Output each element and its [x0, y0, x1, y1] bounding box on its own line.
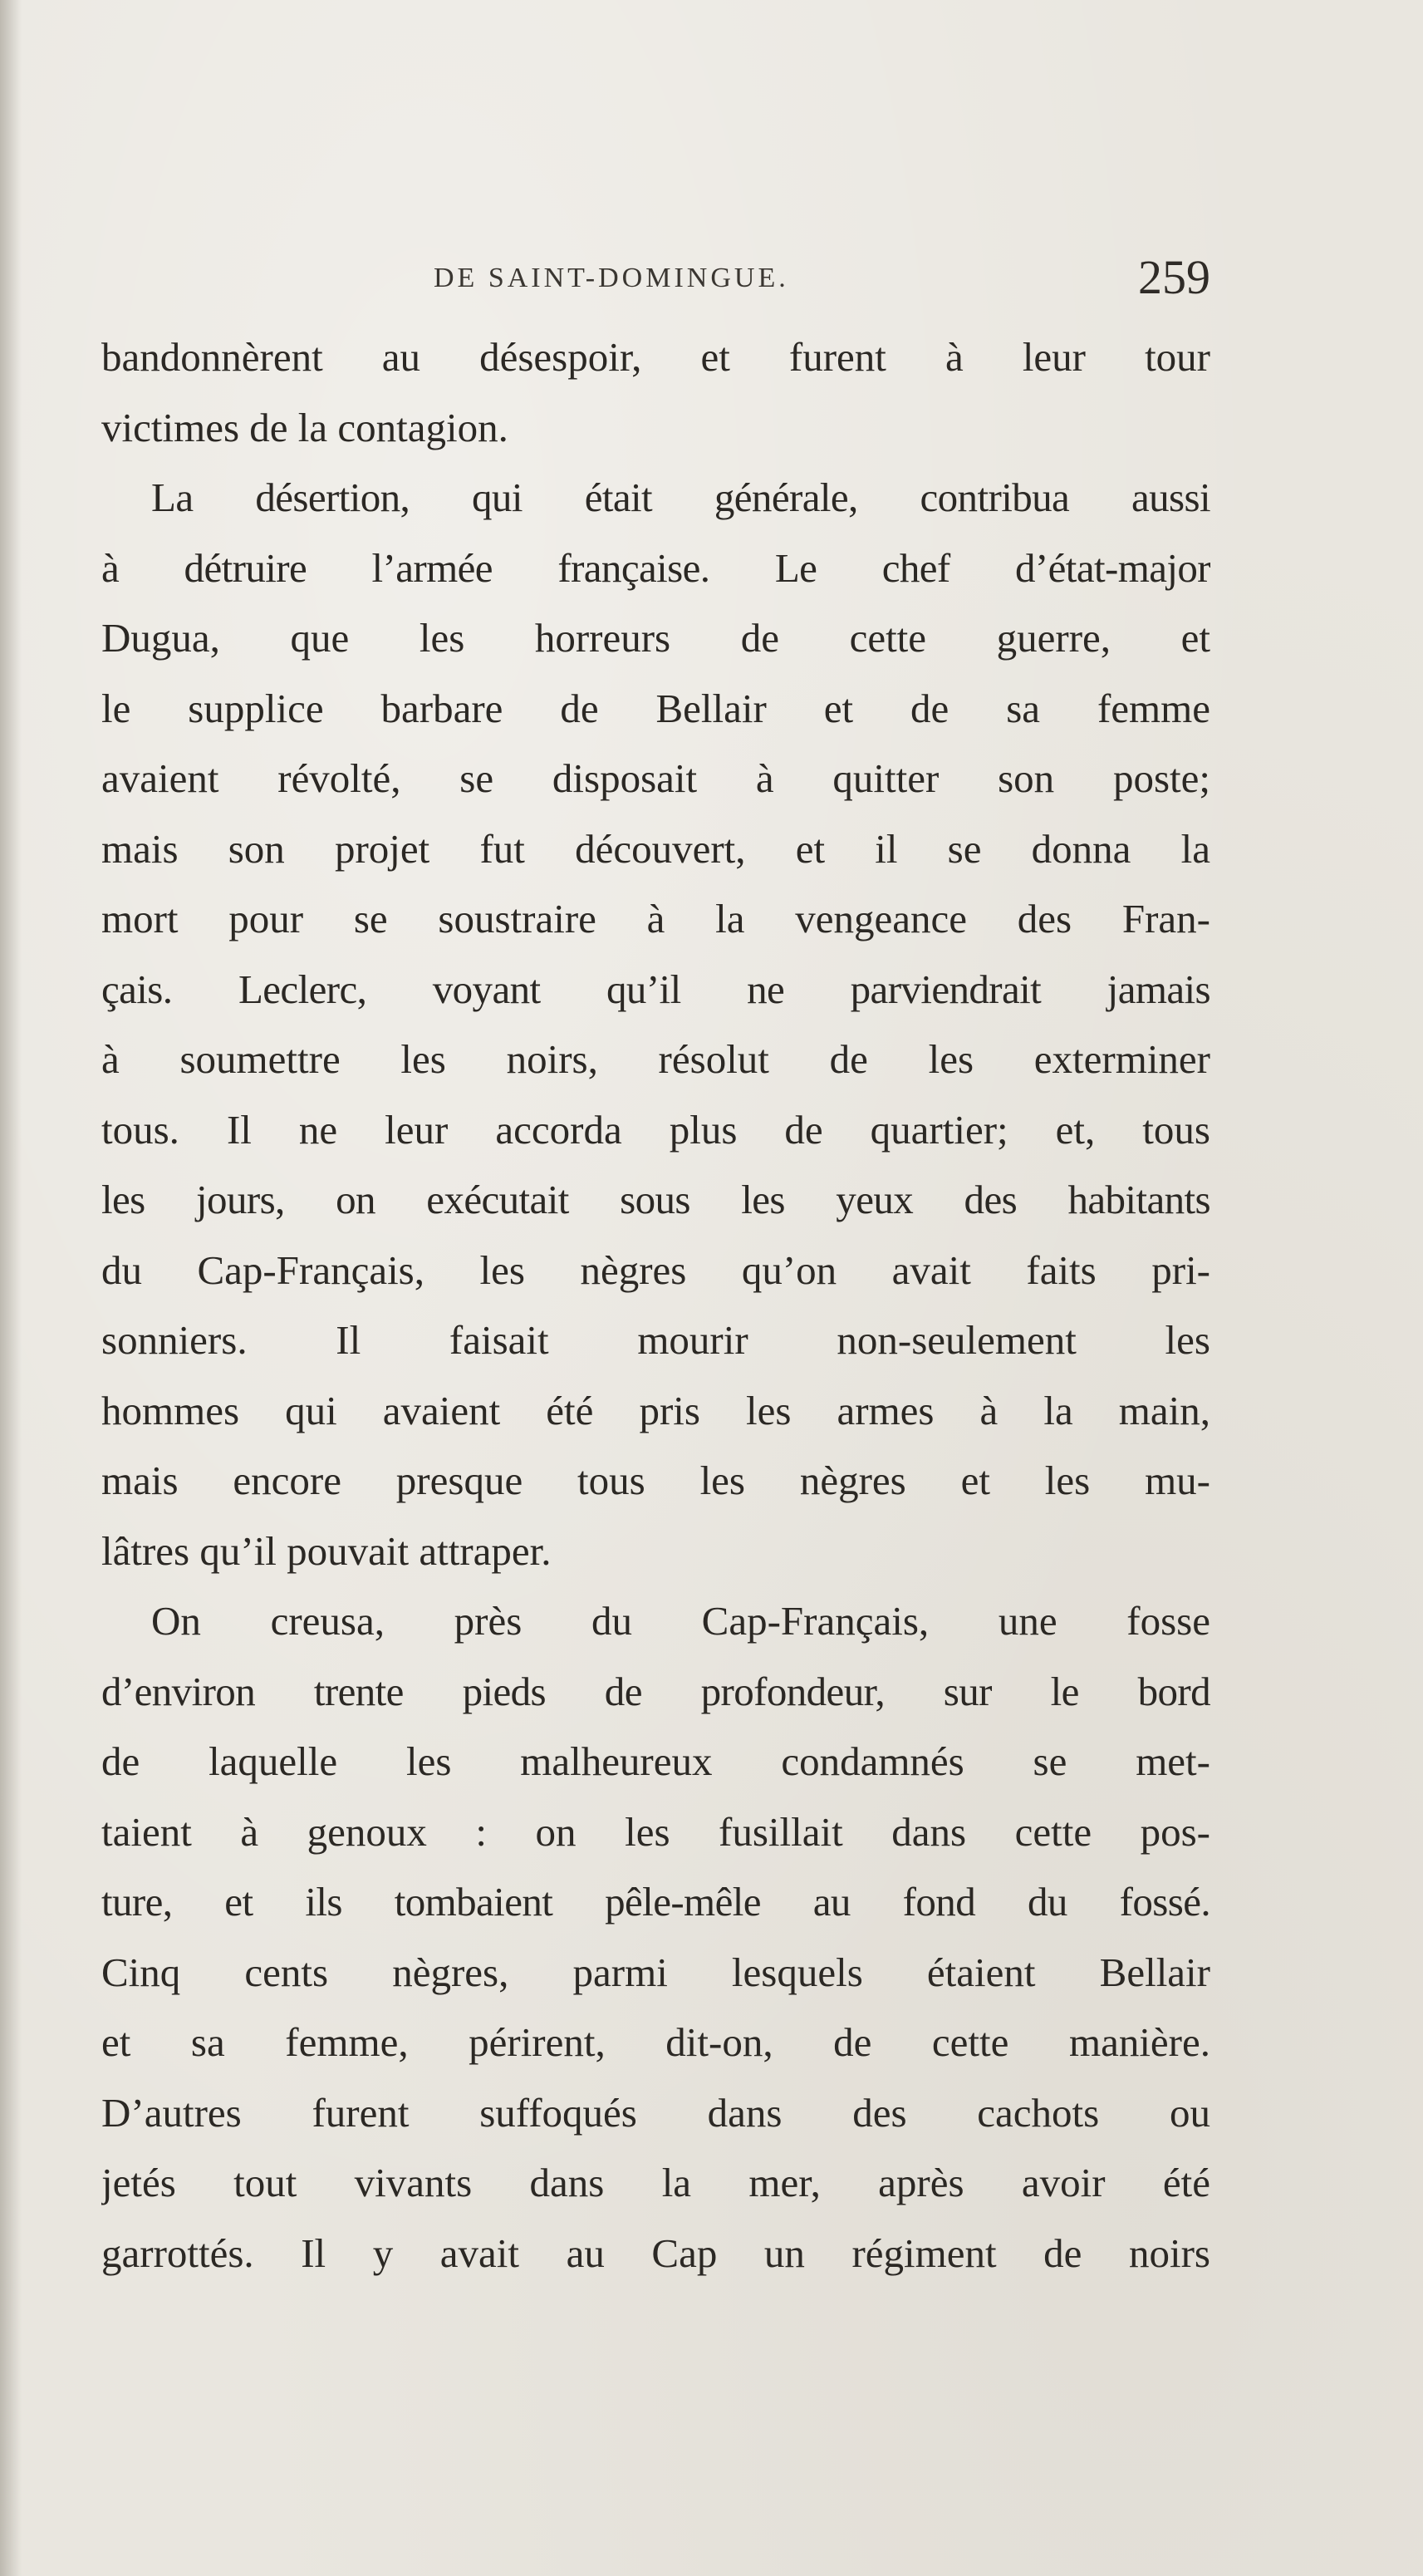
text-line: D’autres furent suffoqués dans des cachots ou	[101, 2089, 1210, 2136]
text-line: taient à genoux : on les fusillait dans cette pos-	[101, 1808, 1210, 1855]
text-line: sonniers. Il faisait mourir non-seulement les	[101, 1317, 1210, 1363]
text-line: Cinq cents nègres, parmi lesquels étaient Bellair	[101, 1949, 1210, 1995]
page-gutter-shadow	[0, 0, 22, 2576]
body-text	[101, 322, 1210, 2288]
text-line: et sa femme, périrent, dit-on, de cette manière.	[101, 2019, 1210, 2065]
text-line: hommes qui avaient été pris les armes à la main,	[101, 1387, 1210, 1433]
text-line: du Cap-Français, les nègres qu’on avait faits pri-	[101, 1246, 1210, 1293]
text-line: mort pour se soustraire à la vengeance des Fran-	[101, 896, 1210, 941]
text-line: de laquelle les malheureux condamnés se met-	[101, 1738, 1210, 1784]
text-line: La désertion, qui était générale, contribua aussi	[151, 474, 1210, 520]
text-line: On creusa, près du Cap-Français, une fosse	[151, 1598, 1210, 1644]
text-line: le supplice barbare de Bellair et de sa femme	[101, 685, 1210, 731]
text-line: jetés tout vivants dans la mer, après avoir été	[101, 2160, 1210, 2205]
text-line: çais. Leclerc, voyant qu’il ne parviendrait jamais	[101, 966, 1210, 1012]
text-line: bandonnèrent au désespoir, et furent à leur tour	[101, 334, 1210, 380]
text-line: avaient révolté, se disposait à quitter son poste;	[101, 755, 1210, 801]
text-line: mais encore presque tous les nègres et les mu-	[101, 1458, 1210, 1503]
text-line: à détruire l’armée française. Le chef d’état-major	[101, 544, 1210, 591]
text-line: à soumettre les noirs, résolut de les exterminer	[101, 1036, 1210, 1082]
text-line: ture, et ils tombaient pêle-mêle au fond du fossé.	[101, 1879, 1210, 1925]
text-line: Dugua, que les horreurs de cette guerre, et	[101, 615, 1210, 661]
text-line: mais son projet fut découvert, et il se donna la	[101, 825, 1210, 872]
text-line: tous. Il ne leur accorda plus de quartier; et, tous	[101, 1106, 1210, 1153]
text-line: les jours, on exécutait sous les yeux des habitants	[101, 1177, 1210, 1222]
page-header	[101, 249, 1210, 316]
text-line: lâtres qu’il pouvait attraper.	[101, 1527, 552, 1574]
text-line: garrottés. Il y avait au Cap un régiment de noirs	[101, 2229, 1210, 2276]
text-line: victimes de la contagion.	[101, 404, 508, 450]
running-head: DE SAINT-DOMINGUE.	[434, 263, 789, 293]
page-number: 259	[1138, 250, 1210, 304]
text-line: d’environ trente pieds de profondeur, sur le bord	[101, 1668, 1210, 1714]
